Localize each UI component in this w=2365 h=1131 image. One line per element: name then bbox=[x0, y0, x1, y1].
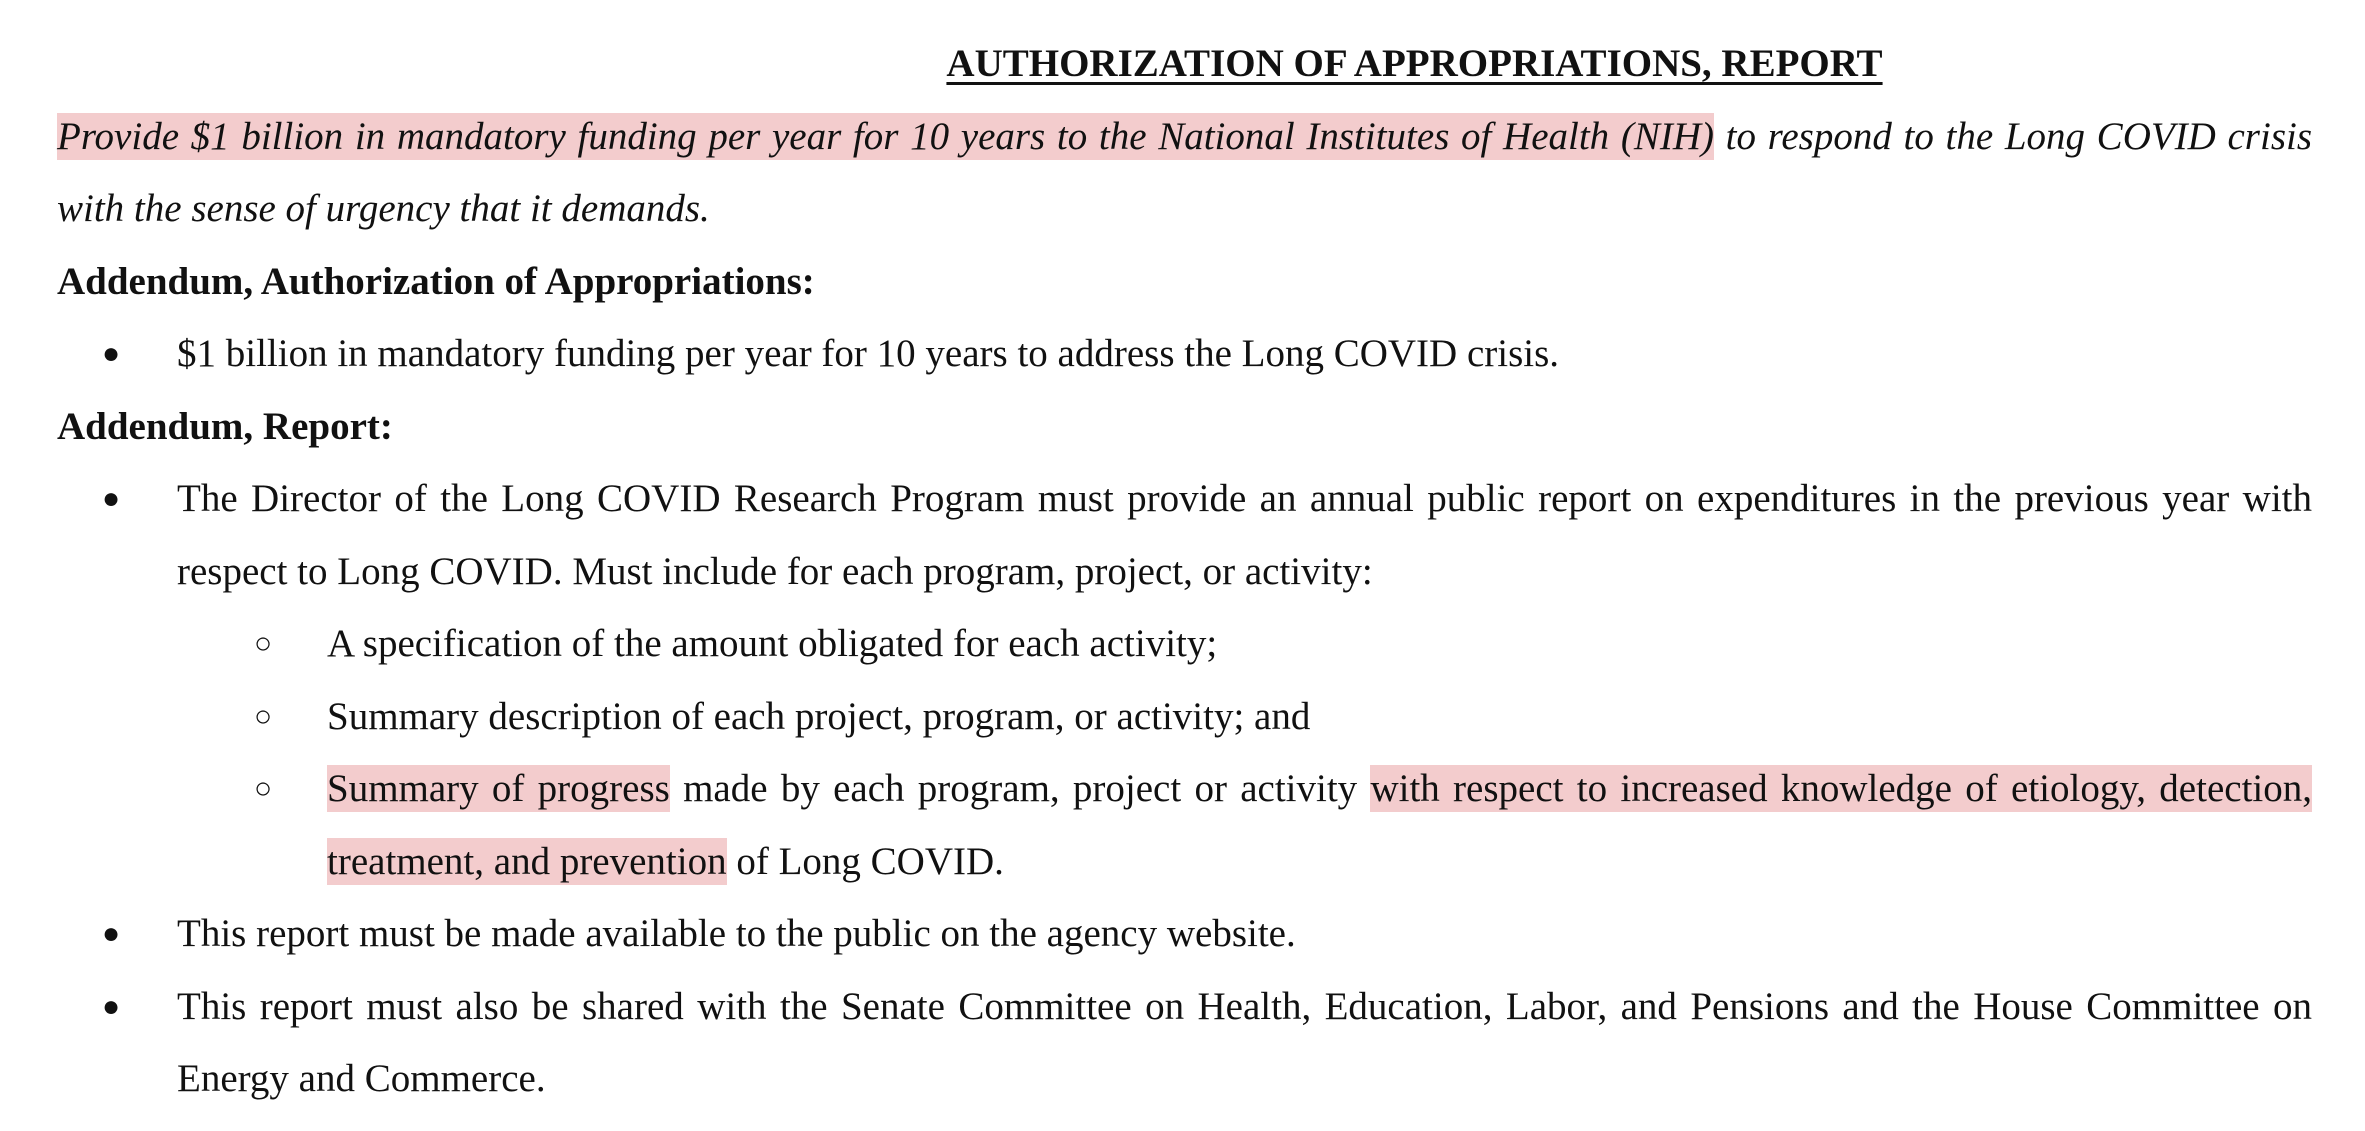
list-item-text: $1 billion in mandatory funding per year for 10 years to address the Long COVID crisis. bbox=[177, 332, 1560, 375]
report-sublist bbox=[177, 608, 2312, 898]
sub-list-item-text: of Long COVID. bbox=[726, 839, 1004, 883]
intro-highlight: Provide $1 billion in mandatory funding per year for 10 years to the National Institutes of Health (NIH) bbox=[57, 114, 1714, 158]
list-item bbox=[57, 971, 2312, 1116]
list-item bbox=[57, 898, 2312, 971]
list-item-text: This report must also be shared with the Senate Committee on Health, Education, Labor, and Pensions and the House Committee on Energy and Commerce. bbox=[177, 984, 2312, 1100]
intro-paragraph bbox=[57, 101, 2312, 246]
bullet-icon: ● bbox=[102, 989, 121, 1023]
sub-list-item-text: A specification of the amount obligated for each activity; bbox=[327, 622, 1218, 665]
document-title: AUTHORIZATION OF APPROPRIATIONS, REPORT bbox=[946, 42, 1883, 85]
list-item-text: The Director of the Long COVID Research Program must provide an annual public report on expenditures in the previous year with respect to Long COVID. Must include for each program, project, or activity: bbox=[177, 477, 2312, 593]
list-item bbox=[57, 318, 2312, 391]
sub-list-item bbox=[57, 753, 2312, 898]
report-list bbox=[57, 463, 2312, 1116]
bullet-icon: ● bbox=[102, 917, 121, 950]
appropriations-list bbox=[57, 318, 2312, 391]
sub-bullet-icon: ○ bbox=[254, 699, 273, 733]
section-heading-appropriations: Addendum, Authorization of Appropriations: bbox=[57, 259, 815, 303]
list-item-text: This report must be made available to the public on the agency website. bbox=[177, 912, 1296, 955]
sub-bullet-icon: ○ bbox=[254, 772, 273, 805]
intro-text: to respond to the Long COVID crisis with the sense of urgency that it demands. bbox=[57, 114, 2313, 230]
list-item bbox=[57, 463, 2312, 898]
progress-highlight: Summary of progress bbox=[327, 767, 670, 810]
sub-list-item-text: made by each program, project or activity bbox=[669, 767, 1371, 810]
sub-list-item bbox=[57, 608, 2312, 681]
sub-bullet-icon: ○ bbox=[254, 627, 273, 660]
sub-list-item bbox=[57, 681, 2312, 754]
bullet-icon: ● bbox=[102, 337, 121, 370]
section-heading-report: Addendum, Report: bbox=[57, 404, 393, 448]
sub-list-item-text: Summary description of each project, program, or activity; and bbox=[327, 694, 1311, 738]
knowledge-highlight: with respect to increased knowledge of etiology, detection, treatment, and prevention bbox=[327, 767, 2312, 883]
bullet-icon: ● bbox=[102, 482, 121, 515]
